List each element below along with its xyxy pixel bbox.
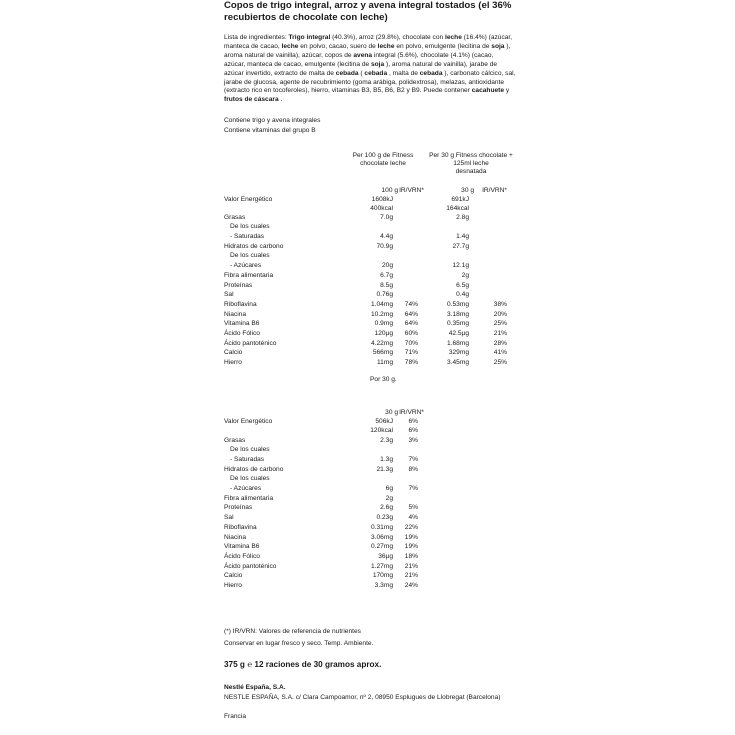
ingredient-text: (40.3%), arroz (29.8%), chocolate con bbox=[330, 34, 445, 41]
nutrient-label: De los cuales bbox=[230, 252, 270, 260]
value-per-30g: 0.23g bbox=[376, 514, 393, 522]
nutrient-label: Hidratos de carbono bbox=[224, 465, 284, 473]
percent-per-30g: 21% bbox=[404, 562, 418, 570]
product-label bbox=[220, 0, 520, 735]
value-per-100g: 0.76g bbox=[376, 291, 393, 299]
nutrient-label: Vitamina B6 bbox=[224, 543, 260, 551]
value-per-30g: 21.3g bbox=[376, 465, 393, 473]
table1-subheader-ir2: IR/VRN* bbox=[482, 187, 507, 194]
allergen-text: avena bbox=[353, 51, 373, 59]
nutrient-label: Ácido Fólico bbox=[224, 552, 260, 560]
value-per-30g: 506kJ bbox=[375, 418, 393, 425]
table2-subheader-30g: 30 g bbox=[385, 409, 398, 416]
percent-per-serving: 20% bbox=[493, 310, 507, 318]
nutrient-label: Niacina bbox=[224, 533, 246, 541]
nutrient-label: De los cuales bbox=[230, 475, 270, 483]
ingredients-list bbox=[224, 34, 516, 105]
allergen-text: soja bbox=[491, 42, 505, 50]
percent-per-100g: 64% bbox=[404, 320, 418, 328]
nutrient-label: Riboflavina bbox=[224, 523, 257, 531]
nutrient-label: Hierro bbox=[224, 359, 242, 367]
nutrient-label: Grasas bbox=[224, 436, 246, 444]
value-per-serving: 2g bbox=[461, 271, 469, 279]
value-per-100g: 400kcal bbox=[370, 204, 393, 212]
value-per-100g: 10.2mg bbox=[371, 310, 393, 318]
percent-per-serving: 25% bbox=[493, 320, 507, 328]
nutrient-label: - Azúcares bbox=[230, 262, 262, 270]
value-per-30g: 6g bbox=[385, 485, 393, 492]
allergen-text: cebada bbox=[335, 69, 359, 77]
nutrient-label: Hidratos de carbono bbox=[224, 242, 284, 250]
value-per-serving: 0.53mg bbox=[447, 300, 469, 308]
ingredient-text: , malta de bbox=[387, 69, 420, 77]
percent-per-100g: 64% bbox=[404, 310, 418, 318]
percent-per-30g: 5% bbox=[408, 504, 418, 512]
value-per-100g: 20g bbox=[381, 262, 393, 270]
nutrient-label: Fibra alimentaria bbox=[224, 271, 274, 279]
nutrient-label: Sal bbox=[224, 291, 234, 299]
storage-info: Conservar en lugar fresco y seco. Temp. Ambiente. bbox=[224, 640, 374, 647]
value-per-100g: 120µg bbox=[374, 330, 393, 337]
value-per-100g: 6.7g bbox=[380, 271, 393, 279]
percent-per-100g: 71% bbox=[404, 349, 418, 357]
value-per-100g: 8.5g bbox=[380, 281, 393, 289]
value-per-100g: 11mg bbox=[376, 359, 393, 367]
nutrient-label: Sal bbox=[224, 514, 234, 522]
percent-per-30g: 21% bbox=[404, 572, 418, 580]
table1-subheader-100g: 100 g bbox=[381, 187, 398, 194]
percent-per-100g: 60% bbox=[404, 330, 418, 337]
value-per-30g: 170mg bbox=[372, 572, 393, 580]
value-per-100g: 1608kJ bbox=[371, 196, 393, 203]
percent-per-30g: 19% bbox=[404, 543, 418, 551]
percent-per-30g: 6% bbox=[408, 418, 418, 425]
footnote: (*) IR/VRN: Valores de referencia de nutrientes bbox=[224, 628, 361, 635]
value-per-serving: 0.4g bbox=[456, 291, 469, 299]
nutrient-label: De los cuales bbox=[230, 446, 270, 454]
nutrient-label: Ácido pantoténico bbox=[224, 339, 277, 347]
value-per-serving: 3.18mg bbox=[447, 310, 469, 318]
value-per-serving: 42.5µg bbox=[448, 330, 469, 337]
value-per-serving: 27.7g bbox=[452, 242, 469, 250]
nutrient-label: Proteínas bbox=[224, 281, 253, 289]
nutrient-label: Proteínas bbox=[224, 504, 253, 512]
value-per-30g: 3.06mg bbox=[371, 533, 393, 541]
nutrient-label: Hierro bbox=[224, 582, 242, 589]
ingredient-text: ( bbox=[358, 69, 365, 77]
value-per-100g: 7.0g bbox=[380, 213, 393, 221]
percent-per-30g: 8% bbox=[408, 465, 418, 473]
claim-vitamins: Contiene vitaminas del grupo B bbox=[224, 127, 316, 134]
value-per-30g: 36µg bbox=[378, 552, 393, 560]
nutrient-label: - Azúcares bbox=[230, 485, 262, 492]
value-per-30g: 1.27mg bbox=[371, 562, 393, 570]
percent-per-serving: 28% bbox=[493, 339, 507, 347]
value-per-serving: 1.4g bbox=[456, 233, 469, 240]
value-per-serving: 12.1g bbox=[452, 262, 469, 270]
value-per-100g: 566mg bbox=[372, 349, 393, 357]
allergen-text: Trigo integral bbox=[288, 34, 331, 41]
allergen-text: soja bbox=[370, 60, 385, 68]
table1-subheader-ir1: IR/VRN* bbox=[399, 187, 424, 194]
percent-per-100g: 78% bbox=[404, 359, 418, 367]
allergen-text: frutos de cáscara bbox=[224, 96, 279, 104]
percent-per-30g: 7% bbox=[408, 455, 418, 463]
value-per-30g: 120kcal bbox=[370, 426, 393, 434]
percent-per-serving: 21% bbox=[493, 330, 507, 337]
percent-per-serving: 41% bbox=[493, 349, 507, 357]
value-per-100g: 4.4g bbox=[380, 233, 393, 240]
percent-per-serving: 25% bbox=[493, 359, 507, 367]
ingredient-text: Lista de ingredientes: bbox=[224, 34, 289, 41]
table2-header: Por 30 g. bbox=[370, 376, 397, 383]
nutrient-label: Vitamina B6 bbox=[224, 320, 260, 328]
ingredient-text: en polvo, emulgente (lecitina de bbox=[394, 42, 492, 50]
allergen-text: leche bbox=[377, 42, 395, 50]
value-per-30g: 2.3g bbox=[380, 436, 393, 444]
value-per-serving: 164kcal bbox=[446, 204, 469, 212]
nutrient-label: Calcio bbox=[224, 572, 243, 580]
value-per-serving: 1.68mg bbox=[447, 339, 469, 347]
percent-per-30g: 18% bbox=[404, 552, 418, 560]
nutrient-label: Calcio bbox=[224, 349, 243, 357]
table1-subheader-30g: 30 g bbox=[461, 187, 474, 194]
nutrient-label: Ácido pantoténico bbox=[224, 562, 277, 570]
ingredient-text: ), aroma natural de vainilla), azúcar, copos de bbox=[224, 42, 511, 59]
nutrient-label: Riboflavina bbox=[224, 300, 257, 308]
value-per-30g: 0.27mg bbox=[371, 543, 393, 551]
nutrient-label: Grasas bbox=[224, 213, 246, 221]
nutrient-label: Fibra alimentaria bbox=[224, 494, 274, 502]
value-per-serving: 691kJ bbox=[451, 196, 469, 203]
nutrient-label: - Saturadas bbox=[230, 455, 265, 463]
nutrient-label: Ácido Fólico bbox=[224, 330, 260, 337]
nutrient-label: De los cuales bbox=[230, 223, 270, 231]
percent-per-serving: 38% bbox=[493, 300, 507, 308]
table2-subheader-ir: IR/VRN* bbox=[399, 409, 424, 416]
ingredient-text: . bbox=[278, 96, 283, 104]
country-of-origin: Francia bbox=[224, 713, 246, 720]
product-title: Copos de trigo integral, arroz y avena integral tostados (el 36% recubiertos de chocolate con leche) bbox=[224, 0, 512, 23]
table1-col2-header-b: desnatada bbox=[455, 168, 487, 175]
percent-per-30g: 7% bbox=[408, 485, 418, 492]
package-size: 375 g ℮ 12 raciones de 30 gramos aprox. bbox=[224, 660, 382, 669]
company-name: Nestlé España, S.A. bbox=[224, 684, 286, 691]
percent-per-100g: 70% bbox=[404, 339, 418, 347]
allergen-text: leche bbox=[281, 42, 299, 50]
percent-per-100g: 74% bbox=[404, 300, 418, 308]
percent-per-30g: 3% bbox=[408, 436, 418, 444]
value-per-serving: 6.5g bbox=[456, 281, 469, 289]
value-per-serving: 3.45mg bbox=[447, 359, 469, 367]
nutrient-label: Valor Energético bbox=[224, 418, 273, 425]
nutrient-label: - Saturadas bbox=[230, 233, 265, 240]
value-per-100g: 70.9g bbox=[376, 242, 393, 250]
ingredient-text: en polvo, cacao, suero de bbox=[298, 42, 378, 50]
ingredient-text: (16.4%) (azúcar, manteca de cacao, bbox=[224, 34, 513, 50]
ingredient-text: y bbox=[504, 87, 510, 95]
value-per-serving: 2.8g bbox=[456, 213, 469, 221]
percent-per-30g: 4% bbox=[408, 514, 418, 522]
allergen-text: cacahuete bbox=[471, 87, 505, 95]
value-per-100g: 0.9mg bbox=[374, 320, 393, 328]
company-address: NESTLE ESPAÑA, S.A. c/ Clara Campoamor, nº 2, 08950 Esplugues de Llobregat (Barcelona) bbox=[224, 694, 501, 701]
table1-col1-header: Per 100 g de Fitness chocolate leche bbox=[352, 152, 414, 167]
value-per-30g: 3.3mg bbox=[374, 582, 393, 589]
value-per-30g: 2.6g bbox=[380, 504, 393, 512]
claim-wholegrain: Contiene trigo y avena integrales bbox=[224, 117, 321, 124]
value-per-serving: 329mg bbox=[448, 349, 469, 357]
percent-per-30g: 22% bbox=[404, 523, 418, 531]
value-per-100g: 4.22mg bbox=[371, 339, 393, 347]
value-per-100g: 1.04mg bbox=[371, 300, 393, 308]
ingredient-text: ), carbonato cálcico, sal, jarabe de glucosa, agente de recubrimiento (goma arábiga, polidextrosa), melazas, antioxidante (extracto rico en tocoferoles), hierro, vitaminas B3, B5, B6, B2 y B9. Puede contener bbox=[224, 69, 516, 95]
value-per-30g: 1.3g bbox=[380, 455, 393, 463]
allergen-text: cebada bbox=[364, 69, 388, 77]
value-per-30g: 0.31mg bbox=[371, 523, 393, 531]
percent-per-30g: 19% bbox=[404, 533, 418, 541]
ingredient-text: integral (5.6%), chocolate (4.1%) (cacao, azúcar, manteca de cacao, emulgente (lecitina de bbox=[224, 51, 494, 68]
ingredient-text: ), aroma natural de vainilla), jarabe de azúcar invertido, extracto de malta de bbox=[224, 60, 498, 77]
allergen-text: leche bbox=[445, 34, 462, 41]
percent-per-30g: 6% bbox=[408, 426, 418, 434]
nutrient-label: Niacina bbox=[224, 310, 246, 318]
value-per-serving: 0.35mg bbox=[447, 320, 469, 328]
value-per-30g: 2g bbox=[385, 494, 393, 502]
percent-per-30g: 24% bbox=[404, 582, 418, 589]
table1-col2-header: Per 30 g Fitness chocolate + 125ml leche bbox=[429, 152, 513, 167]
nutrient-label: Valor Energético bbox=[224, 196, 273, 203]
allergen-text: cebada bbox=[419, 69, 443, 77]
